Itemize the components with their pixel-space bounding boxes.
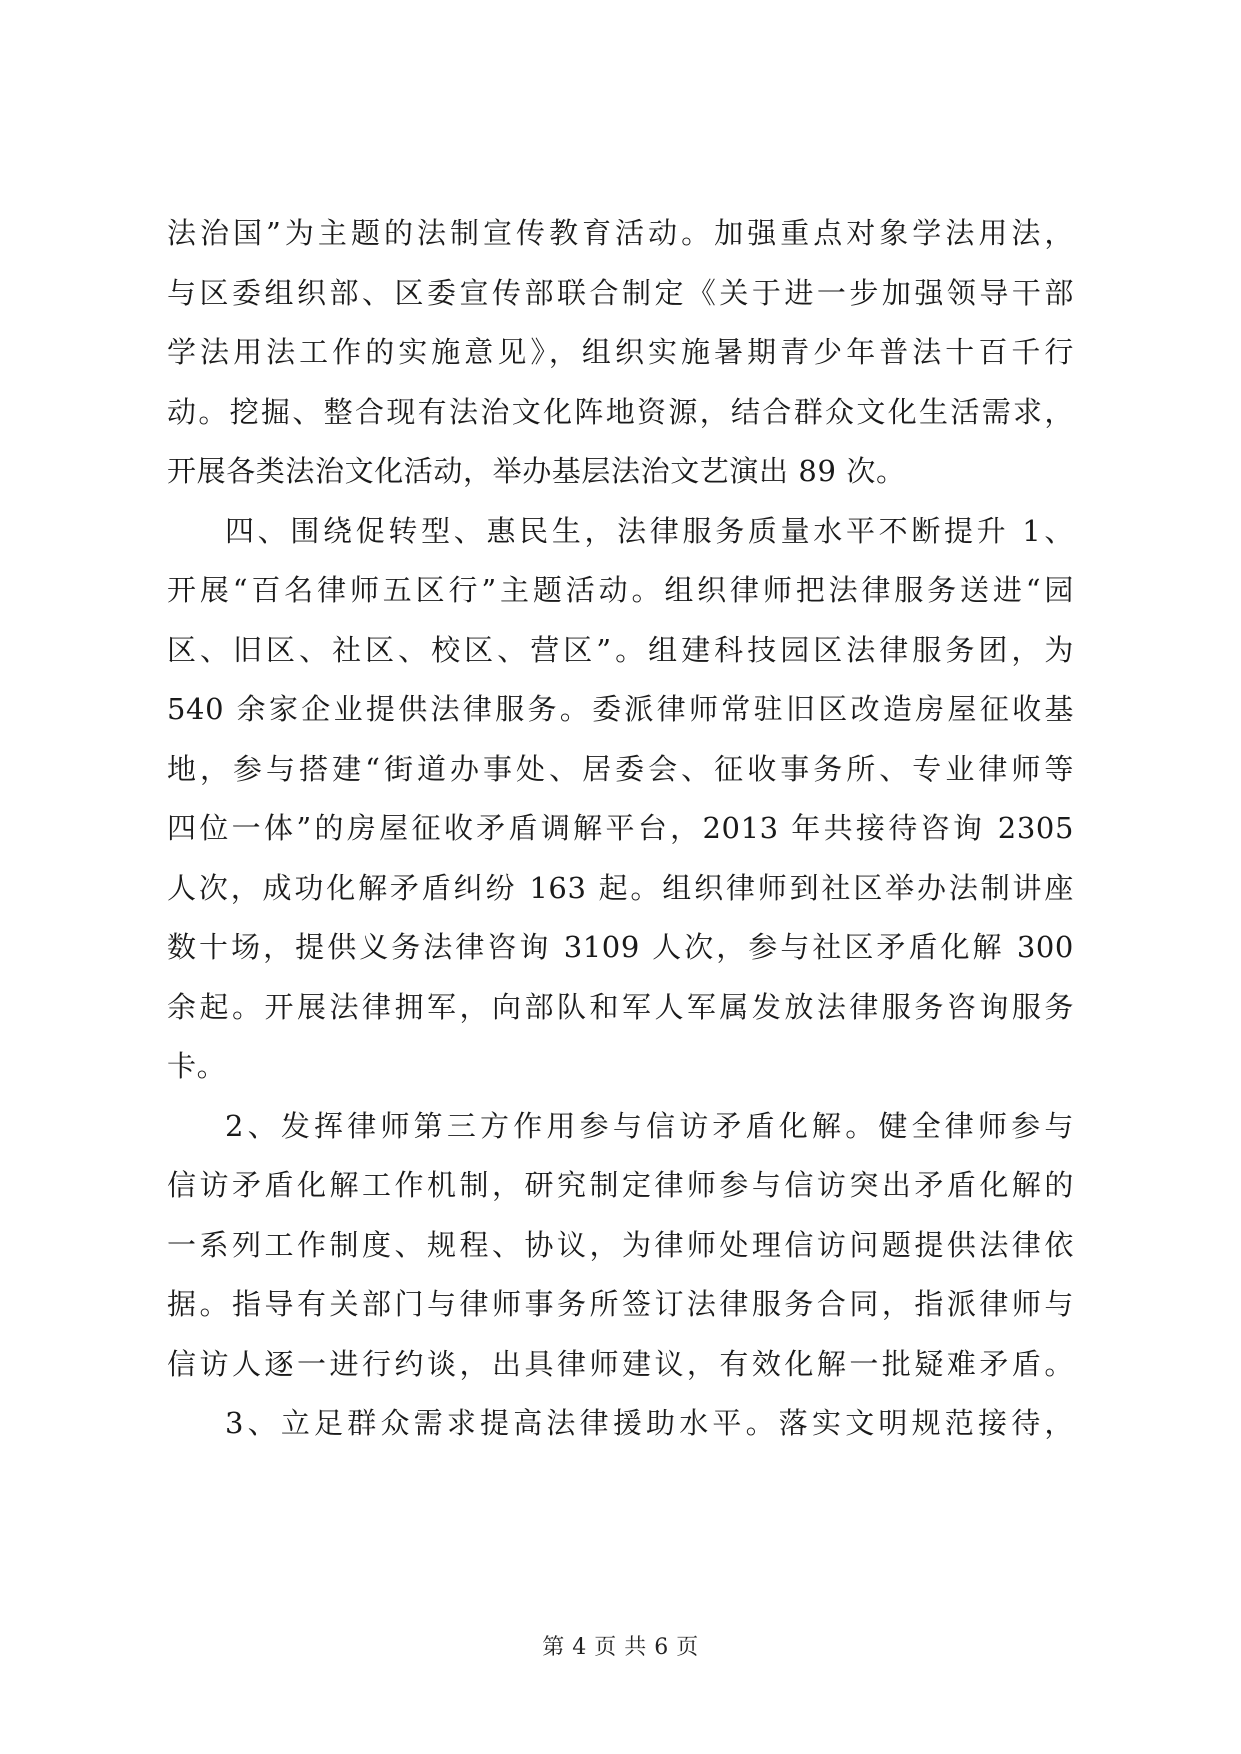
text-line: 一系列工作制度、规程、协议，为律师处理信访问题提供法律依 — [167, 1227, 1074, 1262]
text-line: 开展各类法治文化活动，举办基层法治文艺演出 89 次。 — [167, 454, 906, 488]
document-body — [167, 204, 1074, 1454]
text-line: 余起。开展法律拥军，向部队和军人军属发放法律服务咨询服务 — [167, 989, 1074, 1024]
text-line: 四位一体”的房屋征收矛盾调解平台，2013 年共接待咨询 2305 — [167, 811, 1074, 845]
text-line: 区、旧区、社区、校区、营区”。组建科技园区法律服务团，为 — [167, 632, 1074, 667]
text-line: 学法用法工作的实施意见》，组织实施暑期青少年普法十百千行 — [167, 335, 1074, 369]
text-line: 动。挖掘、整合现有法治文化阵地资源，结合群众文化生活需求， — [167, 394, 1074, 429]
text-line: 数十场，提供义务法律咨询 3109 人次，参与社区矛盾化解 300 — [167, 930, 1074, 964]
text-line: 卡。 — [167, 1049, 227, 1083]
text-line: 信访人逐一进行约谈，出具律师建议，有效化解一批疑难矛盾。 — [167, 1346, 1074, 1381]
page-footer: 第 4 页 共 6 页 — [542, 1635, 699, 1660]
text-line: 四、围绕促转型、惠民生，法律服务质量水平不断提升 1、 — [225, 513, 1074, 548]
text-line: 法治国”为主题的法制宣传教育活动。加强重点对象学法用法， — [167, 216, 1074, 250]
text-line: 人次，成功化解矛盾纠纷 163 起。组织律师到社区举办法制讲座 — [167, 870, 1074, 905]
text-line: 信访矛盾化解工作机制，研究制定律师参与信访突出矛盾化解的 — [167, 1168, 1074, 1202]
text-line: 2、发挥律师第三方作用参与信访矛盾化解。健全律师参与 — [225, 1108, 1074, 1143]
text-line: 3、立足群众需求提高法律援助水平。落实文明规范接待， — [225, 1406, 1074, 1440]
text-line: 据。指导有关部门与律师事务所签订法律服务合同，指派律师与 — [167, 1287, 1074, 1321]
text-line: 540 余家企业提供法律服务。委派律师常驻旧区改造房屋征收基 — [167, 692, 1074, 726]
text-line: 地，参与搭建“街道办事处、居委会、征收事务所、专业律师等 — [167, 751, 1074, 786]
text-line: 与区委组织部、区委宣传部联合制定《关于进一步加强领导干部 — [167, 275, 1074, 310]
text-line: 开展“百名律师五区行”主题活动。组织律师把法律服务送进“园 — [167, 573, 1074, 607]
